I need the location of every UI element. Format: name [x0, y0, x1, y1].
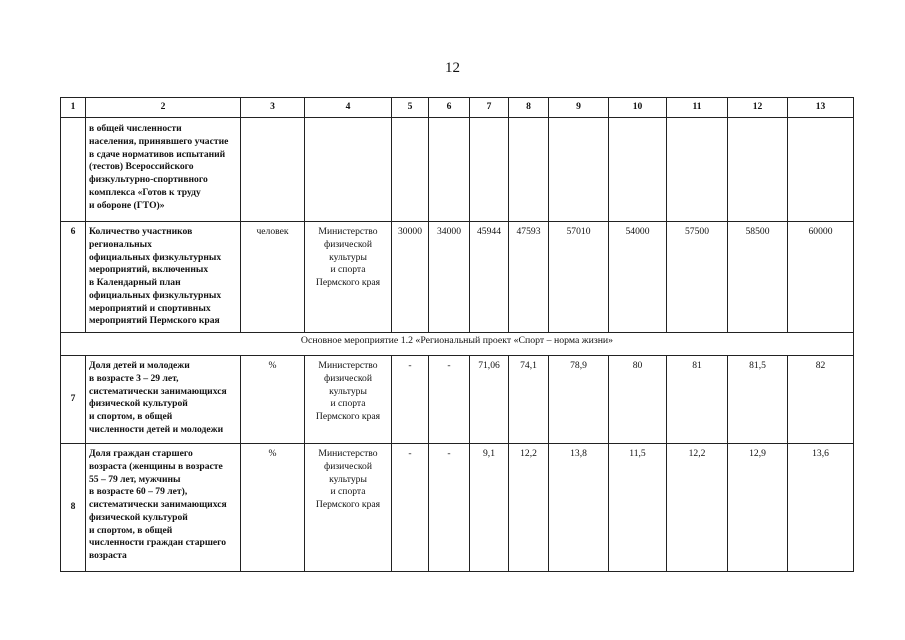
responsible-cell: Министерство физической культуры и спорта Пермского края	[305, 356, 392, 444]
header-row	[61, 98, 854, 118]
cell	[549, 118, 609, 222]
indicator-name: Доля детей и молодежи в возрасте 3 – 29 лет, систематически занимающихся физической культурой и спортом, в общей численности детей и молодежи	[86, 356, 241, 444]
col-header: 9	[549, 98, 609, 118]
col-header: 1	[61, 98, 86, 118]
value-cell: 13,6	[788, 444, 854, 572]
row-number: 6	[61, 222, 86, 333]
cell	[392, 118, 429, 222]
table-row	[61, 444, 854, 572]
value-cell: 71,06	[470, 356, 509, 444]
col-header: 8	[509, 98, 549, 118]
cell	[241, 118, 305, 222]
cell	[728, 118, 788, 222]
col-header: 12	[728, 98, 788, 118]
col-header: 5	[392, 98, 429, 118]
value-cell: 54000	[609, 222, 667, 333]
table-row	[61, 356, 854, 444]
row-number: 7	[61, 356, 86, 444]
value-cell: -	[392, 444, 429, 572]
value-cell: -	[429, 356, 470, 444]
responsible-cell: Министерство физической культуры и спорта Пермского края	[305, 222, 392, 333]
value-cell: 45944	[470, 222, 509, 333]
value-cell: 81,5	[728, 356, 788, 444]
value-cell: 13,8	[549, 444, 609, 572]
cell	[470, 118, 509, 222]
cell	[509, 118, 549, 222]
col-header: 3	[241, 98, 305, 118]
row-number-cell	[61, 118, 86, 222]
indicator-name: Количество участников региональных официальных физкультурных мероприятий, включенных в Календарный план официальных физкультурных мероприятий и спортивных мероприятий Пермского края	[86, 222, 241, 333]
value-cell: 58500	[728, 222, 788, 333]
value-cell: 47593	[509, 222, 549, 333]
value-cell: 9,1	[470, 444, 509, 572]
table-row	[61, 222, 854, 333]
value-cell: 57500	[667, 222, 728, 333]
indicator-name: в общей численности населения, принявшего участие в сдаче нормативов испытаний (тестов) Всероссийского физкультурно-спортивного комплекса «Готов к труду и обороне (ГТО)»	[86, 118, 241, 222]
table-row	[61, 118, 854, 222]
value-cell: 78,9	[549, 356, 609, 444]
value-cell: 34000	[429, 222, 470, 333]
cell	[788, 118, 854, 222]
indicators-table	[60, 97, 854, 572]
value-cell: 11,5	[609, 444, 667, 572]
col-header: 13	[788, 98, 854, 118]
col-header: 4	[305, 98, 392, 118]
row-number: 8	[61, 444, 86, 572]
unit-cell: человек	[241, 222, 305, 333]
cell	[305, 118, 392, 222]
section-title: Основное мероприятие 1.2 «Региональный проект «Спорт – норма жизни»	[61, 333, 854, 356]
value-cell: 12,9	[728, 444, 788, 572]
col-header: 2	[86, 98, 241, 118]
value-cell: 57010	[549, 222, 609, 333]
cell	[429, 118, 470, 222]
responsible-cell: Министерство физической культуры и спорта Пермского края	[305, 444, 392, 572]
col-header: 10	[609, 98, 667, 118]
indicator-name: Доля граждан старшего возраста (женщины в возрасте 55 – 79 лет, мужчины в возрасте 60 – 79 лет), систематически занимающихся физической культурой и спортом, в общей численности граждан старшего возраста	[86, 444, 241, 572]
col-header: 7	[470, 98, 509, 118]
value-cell: 81	[667, 356, 728, 444]
cell	[667, 118, 728, 222]
unit-cell: %	[241, 444, 305, 572]
col-header: 11	[667, 98, 728, 118]
value-cell: 12,2	[667, 444, 728, 572]
value-cell: -	[429, 444, 470, 572]
page-number: 12	[445, 60, 460, 76]
col-header: 6	[429, 98, 470, 118]
value-cell: -	[392, 356, 429, 444]
cell	[609, 118, 667, 222]
value-cell: 82	[788, 356, 854, 444]
value-cell: 12,2	[509, 444, 549, 572]
value-cell: 30000	[392, 222, 429, 333]
value-cell: 74,1	[509, 356, 549, 444]
unit-cell: %	[241, 356, 305, 444]
section-row	[61, 333, 854, 356]
value-cell: 80	[609, 356, 667, 444]
value-cell: 60000	[788, 222, 854, 333]
